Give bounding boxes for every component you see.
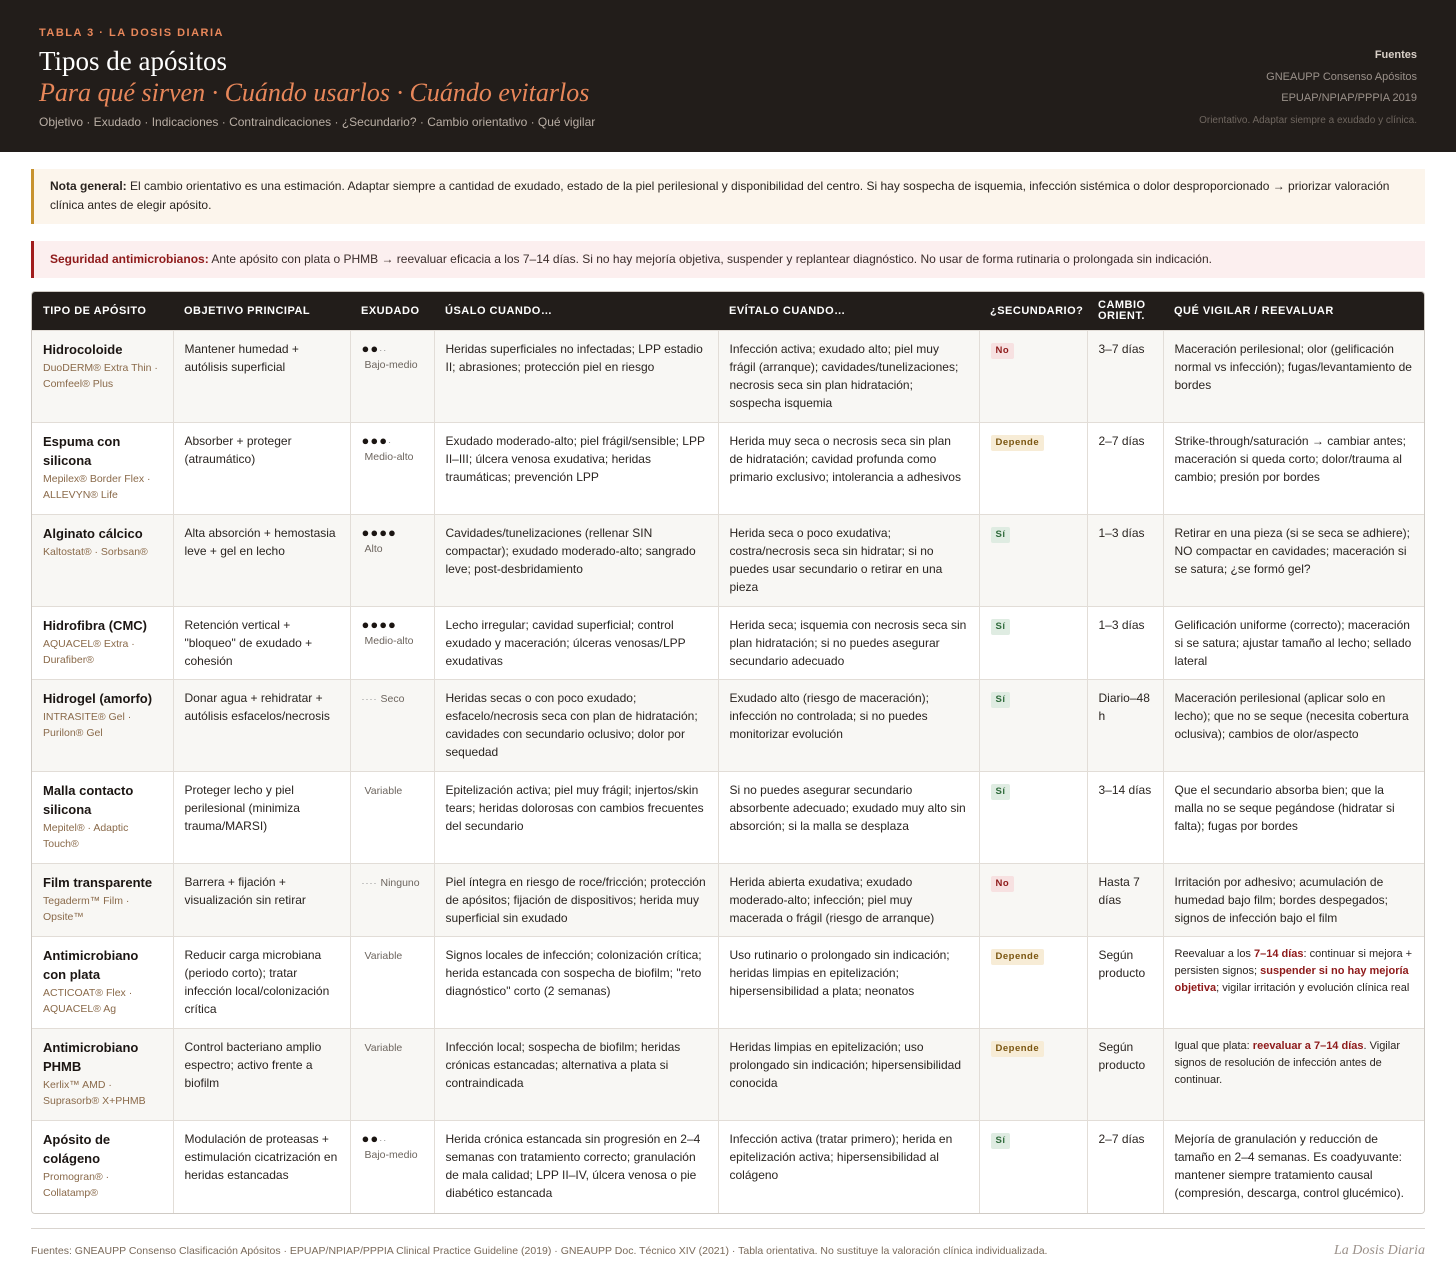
- exudate-level-dots: [362, 433, 393, 448]
- cell-secondary: [979, 937, 1087, 1029]
- dressing-name: Hidrocoloide: [43, 342, 123, 357]
- cell-avoid: Herida seca; isquemia con necrosis seca sin plan hidratación; si no puedes asegurar secundario adecuado: [718, 607, 979, 680]
- cell-use: Signos locales de infección; colonización crítica; herida estancada con sospecha de biofilm; "reto diagnóstico" corto (2 semanas): [434, 937, 718, 1029]
- exudate-level-dots: [362, 1131, 388, 1146]
- cell-exudate: [350, 331, 434, 423]
- secondary-badge: Sí: [991, 1133, 1011, 1149]
- exudate-level-dots: [362, 617, 397, 632]
- cell-change: 2–7 días: [1087, 1121, 1163, 1213]
- exudate-dots-empty: ····: [361, 694, 378, 704]
- cell-avoid: Herida muy seca o necrosis seca sin plan de hidratación; cavidad profunda como primario exclusivo; intolerancia a adhesivos: [718, 423, 979, 515]
- sources-box: [1199, 45, 1417, 131]
- cell-exudate: [350, 607, 434, 680]
- table-row: [32, 607, 1424, 680]
- cell-avoid: Heridas limpias en epitelización; uso prolongado sin indicación; hipersensibilidad conocida: [718, 1029, 979, 1121]
- cell-watch: Maceración perilesional; olor (gelificación normal vs infección); fugas/levantamiento de bordes: [1163, 331, 1424, 423]
- cell-use: Exudado moderado-alto; piel frágil/sensible; LPP II–III; úlcera venosa exudativa; heridas traumáticas; prevención LPP: [434, 423, 718, 515]
- dressings-table: [31, 291, 1425, 1214]
- watch-part: ; vigilar irritación y evolución clínica real: [1216, 982, 1410, 994]
- cell-type: [32, 515, 173, 607]
- dressing-brands: Promogran® · Collatamp®: [43, 1171, 110, 1199]
- exudate-dots-empty: ·: [388, 437, 393, 447]
- exudate-dots-empty: ····: [361, 878, 378, 888]
- cell-watch: Gelificación uniforme (correcto); maceración si se satura; ajustar tamaño al lecho; sellado lateral: [1163, 607, 1424, 680]
- secondary-badge: Sí: [991, 692, 1011, 708]
- exudate-label: Seco: [380, 693, 405, 705]
- cell-exudate: [350, 772, 434, 864]
- dressing-brands: INTRASITE® Gel · Purilon® Gel: [43, 711, 132, 739]
- exudate-label: Variable: [364, 950, 403, 962]
- table-row: [32, 864, 1424, 937]
- table-row: [32, 331, 1424, 423]
- table-row: [32, 515, 1424, 607]
- exudate-label: Bajo-medio: [364, 359, 418, 371]
- cell-secondary: [979, 1121, 1087, 1213]
- watch-part: suspender si no hay mejoría objetiva: [1174, 965, 1409, 994]
- cell-objective: Modulación de proteasas + estimulación cicatrización en heridas estancadas: [173, 1121, 350, 1213]
- dressing-name: Film transparente: [43, 875, 153, 890]
- table-row: [32, 1121, 1424, 1213]
- cell-secondary: [979, 864, 1087, 937]
- header-avoid: EVÍTALO CUANDO…: [718, 292, 979, 331]
- dressing-brands: Mepitel® · Adaptic Touch®: [43, 822, 129, 850]
- secondary-badge: Depende: [991, 949, 1045, 965]
- page-title: Tipos de apósitos: [39, 46, 228, 76]
- cell-change: Según producto: [1087, 937, 1163, 1029]
- table-row: [32, 772, 1424, 864]
- cell-exudate: [350, 864, 434, 937]
- dressing-brands: Kaltostat® · Sorbsan®: [43, 546, 148, 558]
- cell-type: [32, 937, 173, 1029]
- cell-secondary: [979, 772, 1087, 864]
- sources-line-1: GNEAUPP Consenso Apósitos: [1266, 70, 1417, 83]
- exudate-dots-filled: ●●●●: [361, 525, 397, 540]
- cell-watch: Irritación por adhesivo; acumulación de humedad bajo film; bordes despegados; signos de infección bajo el film: [1163, 864, 1424, 937]
- cell-use: Epitelización activa; piel muy frágil; injertos/skin tears; heridas dolorosas con cambios frecuentes del secundario: [434, 772, 718, 864]
- page-subtitle: Para qué sirven · Cuándo usarlos · Cuándo evitarlos: [39, 78, 590, 107]
- secondary-badge: Depende: [991, 435, 1045, 451]
- dressing-brands: Tegaderm™ Film · Opsite™: [43, 895, 130, 923]
- exudate-level-dots: [362, 525, 397, 540]
- secondary-badge: Sí: [991, 619, 1011, 635]
- cell-use: Heridas superficiales no infectadas; LPP estadio II; abrasiones; protección piel en riesgo: [434, 331, 718, 423]
- cell-objective: Mantener humedad + autólisis superficial: [173, 331, 350, 423]
- cell-objective: Absorber + proteger (atraumático): [173, 423, 350, 515]
- cell-type: [32, 331, 173, 423]
- exudate-label: Bajo-medio: [364, 1149, 418, 1161]
- exudate-level-dots: [362, 874, 378, 889]
- page-header: [0, 0, 1456, 152]
- cell-watch: Strike-through/saturación → cambiar antes; maceración si queda corto; dolor/trauma al cambio; presión por bordes: [1163, 423, 1424, 515]
- cell-change: 1–3 días: [1087, 515, 1163, 607]
- secondary-badge: Sí: [991, 784, 1011, 800]
- table-row: [32, 937, 1424, 1029]
- dressing-brands: Mepilex® Border Flex · ALLEVYN® Life: [43, 473, 151, 501]
- dressing-name: Malla contacto silicona: [43, 783, 134, 817]
- header-use: ÚSALO CUANDO…: [434, 292, 718, 331]
- cell-watch: Mejoría de granulación y reducción de tamaño en 2–4 semanas. Es coadyuvante: mantener siempre tratamiento causal (compresión, descarga, control glucémico).: [1163, 1121, 1424, 1213]
- cell-avoid: Herida abierta exudativa; exudado moderado-alto; infección; piel muy macerada o frágil (riesgo de arranque): [718, 864, 979, 937]
- cell-exudate: [350, 1121, 434, 1213]
- cell-objective: Alta absorción + hemostasia leve + gel en lecho: [173, 515, 350, 607]
- header-secondary: ¿SECUNDARIO?: [979, 292, 1087, 331]
- cell-avoid: Si no puedes asegurar secundario absorbente adecuado; exudado muy alto sin absorción; si la malla se desplaza: [718, 772, 979, 864]
- footer-sources: Fuentes: GNEAUPP Consenso Clasificación Apósitos · EPUAP/NPIAP/PPPIA Clinical Practice Guideline (2019) · GNEAUPP Doc. Técnico XIV (2021) · Tabla orientativa. No sustituye la valoración clínica individualizada.: [31, 1245, 1048, 1257]
- cell-exudate: [350, 680, 434, 772]
- exudate-label: Alto: [364, 543, 383, 555]
- cell-objective: Donar agua + rehidratar + autólisis esfacelos/necrosis: [173, 680, 350, 772]
- cell-secondary: [979, 515, 1087, 607]
- exudate-label: Variable: [364, 785, 403, 797]
- safety-note-label: Seguridad antimicrobianos:: [50, 252, 209, 266]
- cell-type: [32, 1121, 173, 1213]
- header-change: CAMBIO ORIENT.: [1087, 292, 1163, 331]
- cell-type: [32, 864, 173, 937]
- table-header-row: [32, 292, 1424, 331]
- cell-change: 2–7 días: [1087, 423, 1163, 515]
- table-row: [32, 1029, 1424, 1121]
- cell-objective: Barrera + fijación + visualización sin retirar: [173, 864, 350, 937]
- exudate-dots-empty: ··: [379, 345, 388, 355]
- exudate-dots-filled: ●●●●: [361, 617, 397, 632]
- cell-avoid: Infección activa; exudado alto; piel muy frágil (arranque); cavidades/tunelizaciones; necrosis seca sin plan hidratación; sospecha isquemia: [718, 331, 979, 423]
- safety-note: [31, 241, 1425, 278]
- cell-use: Cavidades/tunelizaciones (rellenar SIN compactar); exudado moderado-alto; sangrado leve; post-desbridamiento: [434, 515, 718, 607]
- watch-part: : continuar si mejora + persisten signos;: [1174, 948, 1413, 977]
- sources-label: Fuentes: [1374, 49, 1417, 61]
- cell-use: Infección local; sospecha de biofilm; heridas crónicas estancadas; alternativa a plata si contraindicada: [434, 1029, 718, 1121]
- dressing-name: Hidrofibra (CMC): [43, 618, 147, 633]
- general-note: [31, 169, 1425, 224]
- cell-exudate: [350, 1029, 434, 1121]
- exudate-level-dots: [362, 341, 388, 356]
- header-exudate: EXUDADO: [350, 292, 434, 331]
- cell-type: [32, 423, 173, 515]
- exudate-label: Medio-alto: [364, 451, 414, 463]
- cell-change: 3–7 días: [1087, 331, 1163, 423]
- cell-use: Herida crónica estancada sin progresión en 2–4 semanas con tratamiento correcto; granulación de mala calidad; LPP II–IV, úlcera venosa o pie diabético estancada: [434, 1121, 718, 1213]
- cell-objective: Proteger lecho y piel perilesional (minimiza trauma/MARSI): [173, 772, 350, 864]
- cell-watch: Que el secundario absorba bien; que la malla no se seque pegándose (hidratar si falta); fugas por bordes: [1163, 772, 1424, 864]
- safety-note-text: Ante apósito con plata o PHMB → reevaluar eficacia a los 7–14 días. Si no hay mejoría objetiva, suspender y replantear diagnóstico. No usar de forma rutinaria o prolongada sin indicación.: [208, 252, 1212, 266]
- cell-objective: Reducir carga microbiana (periodo corto); tratar infección local/colonización crítica: [173, 937, 350, 1029]
- cell-secondary: [979, 423, 1087, 515]
- dressing-name: Hidrogel (amorfo): [43, 691, 153, 706]
- exudate-dots-filled: ●●: [361, 341, 380, 356]
- cell-avoid: Uso rutinario o prolongado sin indicación; heridas limpias en epitelización; hipersensibilidad a plata; neonatos: [718, 937, 979, 1029]
- watch-part: reevaluar a 7–14 días: [1252, 1040, 1364, 1052]
- general-note-text: El cambio orientativo es una estimación. Adaptar siempre a cantidad de exudado, estado de la piel perilesional y disponibilidad del centro. Si hay sospecha de isquemia, infección sistémica o dolor desproporcionado → priorizar valoración clínica antes de elegir apósito.: [50, 179, 1390, 212]
- sources-line-2: EPUAP/NPIAP/PPPIA 2019: [1281, 92, 1417, 104]
- cell-secondary: [979, 607, 1087, 680]
- exudate-dots-empty: ··: [379, 1135, 388, 1145]
- exudate-dots-filled: ●●: [361, 1131, 380, 1146]
- dressing-brands: Kerlix™ AMD · Suprasorb® X+PHMB: [43, 1079, 146, 1107]
- cell-secondary: [979, 331, 1087, 423]
- cell-type: [32, 772, 173, 864]
- header-type: TIPO DE APÓSITO: [32, 292, 173, 331]
- general-note-label: Nota general:: [50, 179, 127, 193]
- dressing-brands: AQUACEL® Extra · Durafiber®: [43, 638, 135, 666]
- dressing-name: Antimicrobiano con plata: [43, 948, 139, 982]
- dressing-brands: DuoDERM® Extra Thin · Comfeel® Plus: [43, 362, 158, 390]
- secondary-badge: Sí: [991, 527, 1011, 543]
- exudate-level-dots: [362, 690, 378, 705]
- cell-type: [32, 680, 173, 772]
- watch-part: Igual que plata:: [1174, 1040, 1253, 1052]
- cell-watch: Retirar en una pieza (si se seca se adhiere); NO compactar en cavidades; maceración si se satura; ¿se formó gel?: [1163, 515, 1424, 607]
- dressing-name: Apósito de colágeno: [43, 1132, 111, 1166]
- cell-objective: Control bacteriano amplio espectro; activo frente a biofilm: [173, 1029, 350, 1121]
- cell-watch: Maceración perilesional (aplicar solo en lecho); que no se seque (necesita cobertura oclusiva); cambios de olor/aspecto: [1163, 680, 1424, 772]
- secondary-badge: Depende: [991, 1041, 1045, 1057]
- footer-divider: [31, 1228, 1425, 1229]
- secondary-badge: No: [991, 876, 1015, 892]
- header-eyebrow: TABLA 3 · LA DOSIS DIARIA: [39, 27, 224, 39]
- table-row: [32, 680, 1424, 772]
- cell-change: Hasta 7 días: [1087, 864, 1163, 937]
- cell-watch: [1163, 937, 1424, 1029]
- sources-note: Orientativo. Adaptar siempre a exudado y clínica.: [1199, 114, 1417, 126]
- cell-secondary: [979, 1029, 1087, 1121]
- cell-change: Diario–48 h: [1087, 680, 1163, 772]
- exudate-label: Medio-alto: [364, 635, 414, 647]
- cell-type: [32, 607, 173, 680]
- cell-avoid: Herida seca o poco exudativa; costra/necrosis seca sin hidratar; si no puedes usar secundario o retirar en una pieza: [718, 515, 979, 607]
- dressing-name: Alginato cálcico: [43, 526, 143, 541]
- header-objective: OBJETIVO PRINCIPAL: [173, 292, 350, 331]
- watch-part: Reevaluar a los: [1174, 948, 1254, 960]
- cell-avoid: Infección activa (tratar primero); herida en epitelización activa; hipersensibilidad al colágeno: [718, 1121, 979, 1213]
- cell-objective: Retención vertical + "bloqueo" de exudado + cohesión: [173, 607, 350, 680]
- cell-change: 1–3 días: [1087, 607, 1163, 680]
- cell-use: Lecho irregular; cavidad superficial; control exudado y maceración; úlceras venosas/LPP exudativas: [434, 607, 718, 680]
- cell-secondary: [979, 680, 1087, 772]
- header-watch: QUÉ VIGILAR / REEVALUAR: [1163, 292, 1424, 331]
- dressing-name: Antimicrobiano PHMB: [43, 1040, 139, 1074]
- cell-exudate: [350, 423, 434, 515]
- exudate-dots-filled: ●●●: [361, 433, 389, 448]
- cell-change: Según producto: [1087, 1029, 1163, 1121]
- secondary-badge: No: [991, 343, 1015, 359]
- cell-use: Piel íntegra en riesgo de roce/fricción; protección de apósitos; fijación de dispositivos; herida muy superficial sin exudado: [434, 864, 718, 937]
- exudate-label: Variable: [364, 1042, 403, 1054]
- footer-brand: La Dosis Diaria: [1333, 1243, 1425, 1258]
- cell-exudate: [350, 937, 434, 1029]
- dressing-brands: ACTICOAT® Flex · AQUACEL® Ag: [43, 987, 133, 1015]
- cell-change: 3–14 días: [1087, 772, 1163, 864]
- cell-avoid: Exudado alto (riesgo de maceración); infección no controlada; si no puedes monitorizar evolución: [718, 680, 979, 772]
- cell-exudate: [350, 515, 434, 607]
- cell-watch: [1163, 1029, 1424, 1121]
- cell-use: Heridas secas o con poco exudado; esfacelo/necrosis seca con plan de hidratación; cavidades con secundario oclusivo; dolor por sequedad: [434, 680, 718, 772]
- table-row: [32, 423, 1424, 515]
- watch-part: . Vigilar signos de resolución de infección antes de continuar.: [1174, 1040, 1400, 1086]
- exudate-label: Ninguno: [380, 877, 420, 889]
- cell-type: [32, 1029, 173, 1121]
- header-topics: Objetivo · Exudado · Indicaciones · Contraindicaciones · ¿Secundario? · Cambio orientativo · Qué vigilar: [39, 115, 596, 129]
- dressing-name: Espuma con silicona: [43, 434, 121, 468]
- watch-part: 7–14 días: [1254, 948, 1304, 960]
